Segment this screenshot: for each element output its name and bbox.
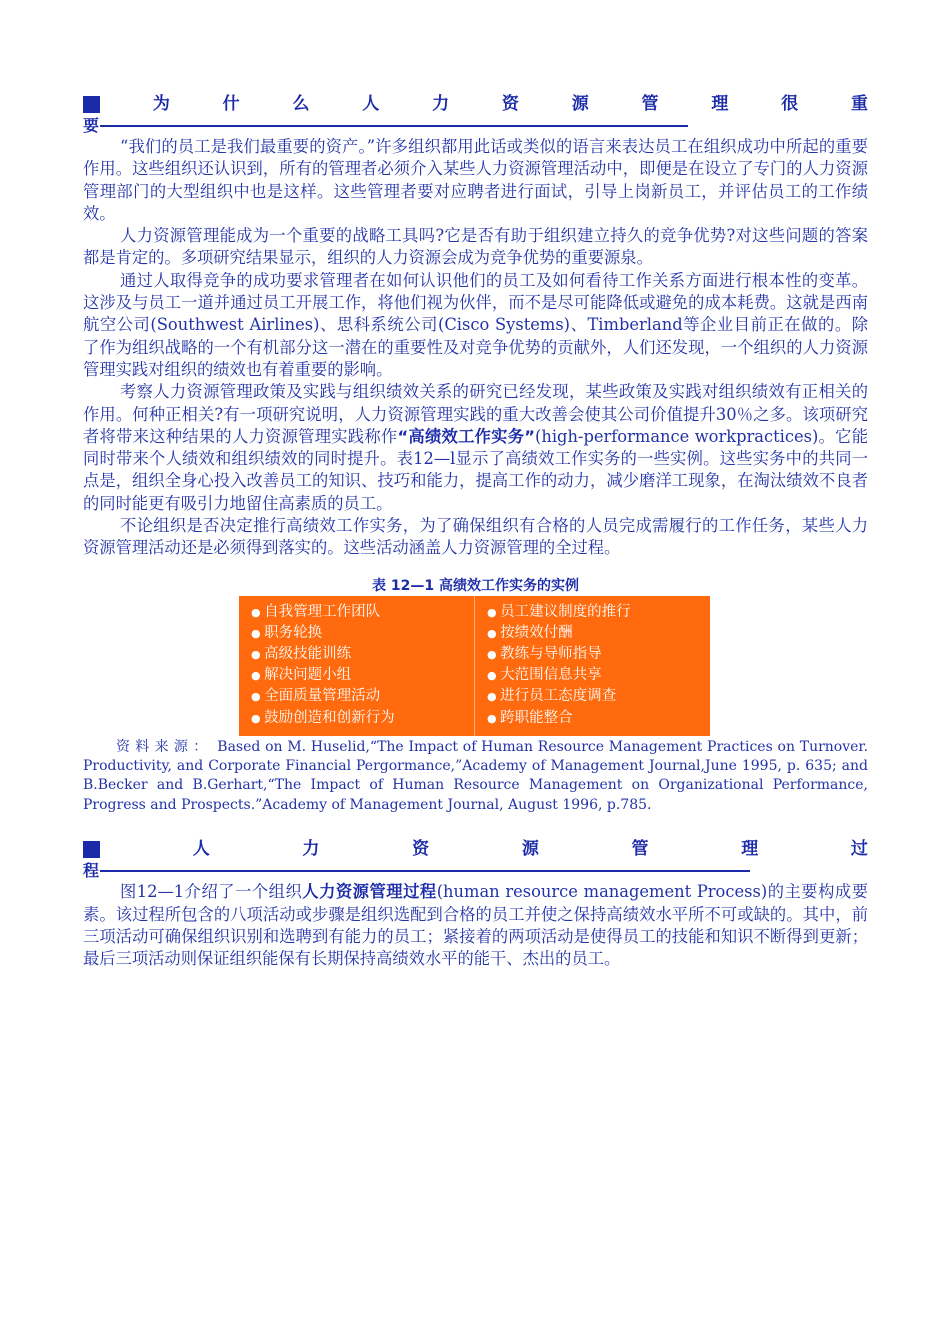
table-item: ● 职务轮换 bbox=[251, 623, 474, 644]
paragraph-text: 考察人力资源管理政策及实践与组织绩效关系的研究已经发现，某些政策及实践对组织绩效有正相关的作用。何种正相关?有一项研究说明，人力资源管理实践的重大改善会使其公司价值提升30％之多。该项研究者将带来这种结果的人力资源管理实践称作 bbox=[83, 382, 868, 446]
paragraph-text: (human resource management Process)的主要构成要素。该过程所包含的八项活动或步骤是组织选配到合格的员工并使之保持高绩效水平所不可或缺的。其中，前三项活动可确保组织识别和选聘到有能力的员工；紧接着的两项活动是使得员工的技能和知识不断得到更新；最后三项活动则保证组织能保有长期保持高绩效水平的能干、杰出的员工。 bbox=[83, 882, 868, 969]
heading-char: 很 bbox=[781, 94, 799, 114]
table-item: ● 跨职能整合 bbox=[487, 708, 710, 729]
table-column-right bbox=[474, 596, 710, 736]
source-text: Based on M. Huselid,“The Impact of Human Resource Management Practices on Turnover. Productivity, and Corporate Financial Pergormance,”Academy of Management Journal,June 1995, p. 635; and B.Becker and B.Gerhart,“The Impact of Human Resource Management on Organizational Performance, Progress and Prospects.”Academy of Management Journal, August 1996, p.785. bbox=[83, 738, 869, 813]
section-heading-process bbox=[83, 837, 868, 881]
heading-char: 理 bbox=[711, 94, 729, 114]
heading-char: 人 bbox=[362, 94, 380, 114]
document-page bbox=[83, 92, 868, 970]
paragraph bbox=[83, 881, 868, 970]
paragraph-text: (high-performance workpractices)。它能同时带来个人绩效和组织绩效的同时提升。表12—l显示了高绩效工作实务的一些实例。这些实务中的共同一点是，组织全身心投入改善员工的知识、技巧和能力，提高工作的动力，减少磨洋工现象，在淘汰绩效不良者的同时能更有吸引力地留住高素质的员工。 bbox=[83, 426, 868, 513]
heading-char: 力 bbox=[432, 94, 450, 114]
table-item: ● 鼓励创造和创新行为 bbox=[251, 708, 474, 729]
section-heading-importance bbox=[83, 92, 868, 136]
table-item: ● 教练与导师指导 bbox=[487, 644, 710, 665]
heading-underline bbox=[100, 125, 688, 127]
heading-char: 源 bbox=[521, 839, 539, 860]
heading-char: 重 bbox=[850, 94, 868, 114]
table-column-left bbox=[239, 596, 474, 736]
heading-char: 过 bbox=[850, 839, 868, 860]
table-item: ● 按绩效付酬 bbox=[487, 623, 710, 644]
table-item: ● 大范围信息共享 bbox=[487, 665, 710, 686]
heading-square-icon bbox=[83, 841, 100, 858]
table-item: ● 自我管理工作团队 bbox=[251, 602, 474, 623]
heading-underline bbox=[100, 870, 750, 872]
heading-char: 力 bbox=[302, 839, 320, 860]
table-item: ● 员工建议制度的推行 bbox=[487, 602, 710, 623]
paragraph: 不论组织是否决定推行高绩效工作实务，为了确保组织有合格的人员完成需履行的工作任务，某些人力资源管理活动还是必须得到落实的。这些活动涵盖人力资源管理的全过程。 bbox=[83, 516, 868, 558]
heading-char: 管 bbox=[641, 94, 659, 114]
table-item: ● 进行员工态度调查 bbox=[487, 686, 710, 707]
table-item: ● 解决问题小组 bbox=[251, 665, 474, 686]
practices-table bbox=[239, 596, 710, 736]
paragraph: 通过人取得竞争的成功要求管理者在如何认识他们的员工及如何看待工作关系方面进行根本性的变革。这涉及与员工一道并通过员工开展工作，将他们视为伙伴，而不是尽可能降低或避免的成本耗费。这就是西南航空公司(Southwest Airlines)、思科系统公司(Cisco Systems)、Timberland等企业目前正在做的。除了作为组织战略的一个有机部分这一潜在的重要性及对竞争优势的贡献外，人们还发现，一个组织的人力资源管理实践对组织的绩效也有着重要的影响。 bbox=[83, 270, 868, 379]
heading-char: 理 bbox=[741, 839, 759, 860]
heading-char: 源 bbox=[571, 94, 589, 114]
table-source-note bbox=[83, 738, 868, 816]
paragraph: “我们的员工是我们最重要的资产。”许多组织都用此话或类似的语言来表达员工在组织成功中所起的重要作用。这些组织还认识到，所有的管理者必须介入某些人力资源管理活动中，即便是在设立了专门的人力资源管理部门的大型组织中也是这样。这些管理者要对应聘者进行面试，引导上岗新员工，并评估员工的工作绩效。 bbox=[83, 137, 868, 223]
table-item: ● 全面质量管理活动 bbox=[251, 686, 474, 707]
heading-char: 资 bbox=[501, 94, 519, 114]
heading-tail: 程 bbox=[83, 861, 100, 881]
paragraph bbox=[83, 381, 868, 515]
table-item: ● 高级技能训练 bbox=[251, 644, 474, 665]
paragraph: 人力资源管理能成为一个重要的战略工具吗?它是否有助于组织建立持久的竞争优势?对这些问题的答案都是肯定的。多项研究结果显示，组织的人力资源会成为竞争优势的重要源泉。 bbox=[83, 226, 868, 268]
key-term: “高绩效工作实务” bbox=[397, 426, 535, 446]
source-label: 资料来源： bbox=[116, 738, 213, 755]
heading-char: 什 bbox=[222, 94, 240, 114]
heading-char: 资 bbox=[412, 839, 430, 860]
paragraph-text: 图12—1介绍了一个组织 bbox=[120, 882, 303, 902]
heading-tail: 要 bbox=[83, 116, 100, 135]
heading-square-icon bbox=[83, 96, 100, 113]
heading-char: 为 bbox=[152, 94, 170, 114]
heading-char: 人 bbox=[192, 839, 210, 860]
heading-char: 么 bbox=[292, 94, 310, 114]
heading-char: 管 bbox=[631, 839, 649, 860]
key-term: 人力资源管理过程 bbox=[302, 882, 437, 902]
table-title: 表 12—1 高绩效工作实务的实例 bbox=[372, 577, 579, 594]
